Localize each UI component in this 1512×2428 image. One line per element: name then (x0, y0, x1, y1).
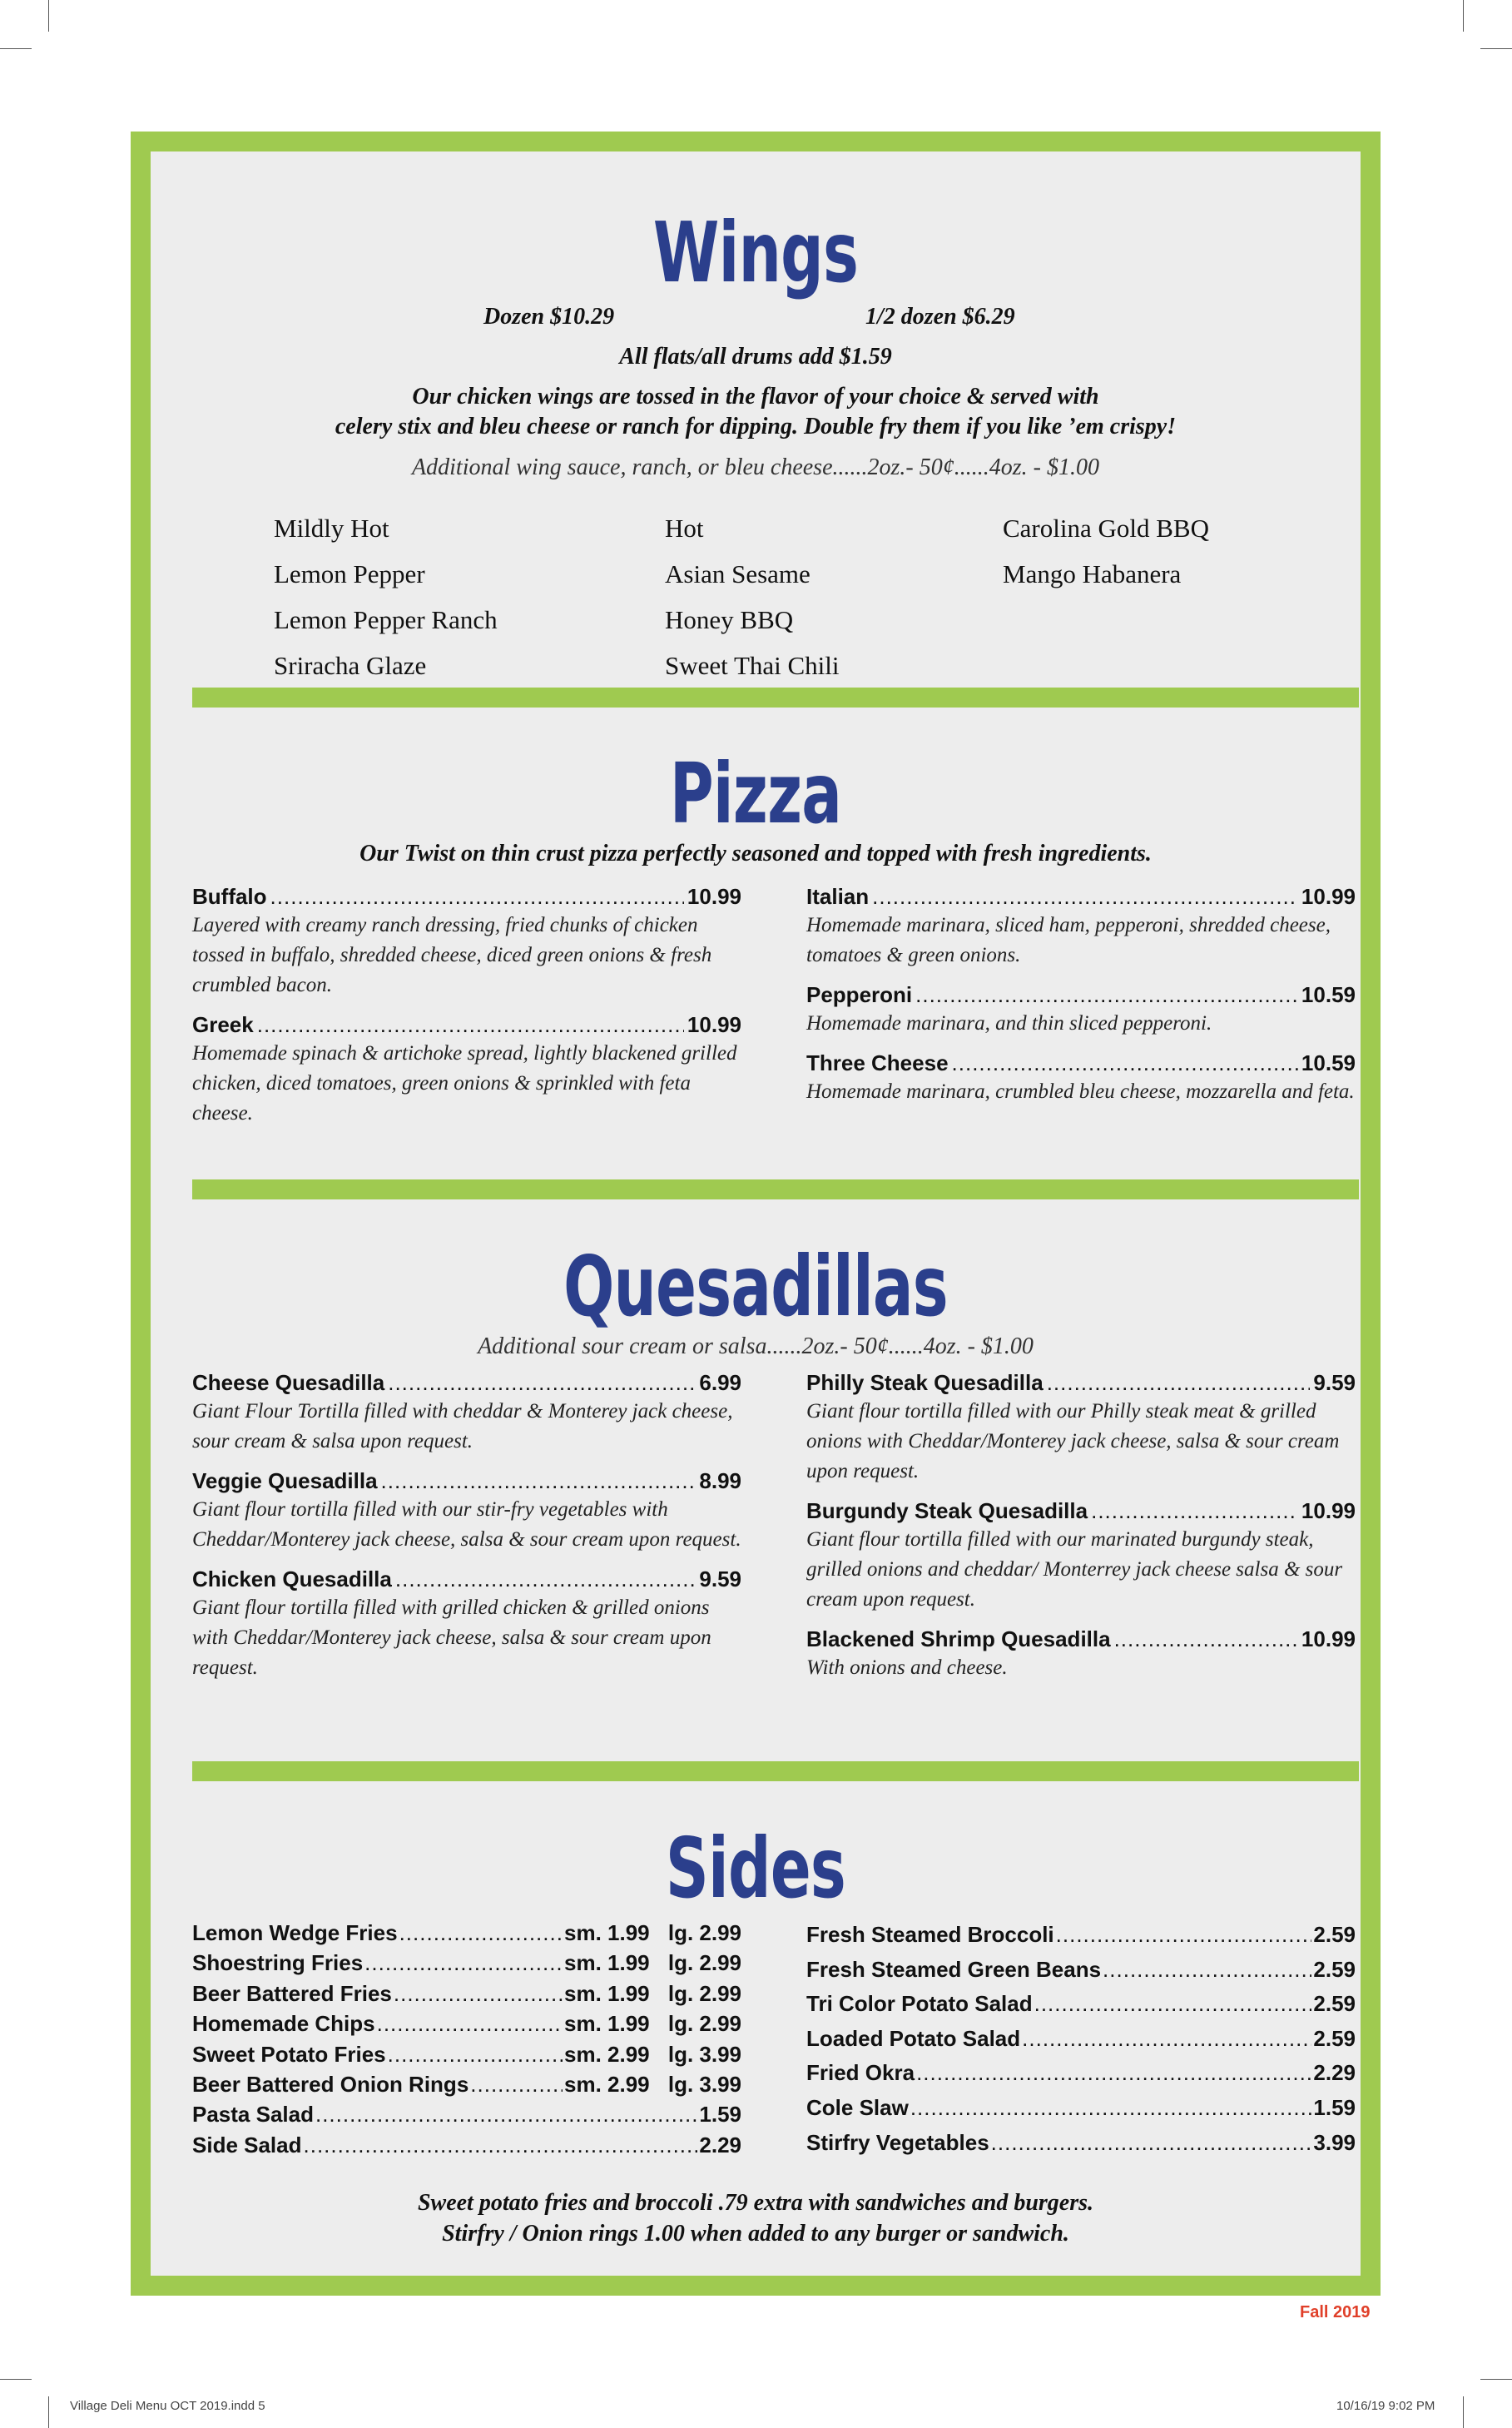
flavor-item: Mildly Hot (274, 514, 389, 543)
item-name: Burgundy Steak Quesadilla (806, 1498, 1088, 1523)
item-name: Pepperoni (806, 982, 913, 1007)
item-name: Italian (806, 884, 870, 909)
wings-additional-sauce: Additional wing sauce, ranch, or bleu cheese......2oz.- 50¢......4oz. - $1.00 (412, 454, 1099, 480)
item-price: 2.59 (1313, 2025, 1356, 2051)
leader-dots (952, 1049, 1298, 1077)
item-name: Tri Color Potato Salad (806, 1991, 1033, 2017)
pizza-right-column (806, 882, 1356, 1117)
item-price-small: sm. 2.99 (564, 2041, 650, 2067)
item-price: 10.99 (1301, 884, 1356, 909)
side-item (192, 1918, 741, 1948)
item-price: 3.99 (1313, 2129, 1356, 2155)
print-timestamp: 10/16/19 9:02 PM (1336, 2399, 1435, 2413)
side-item (192, 2099, 741, 2129)
item-price: 10.99 (1301, 1626, 1356, 1651)
leader-dots (270, 882, 684, 911)
item-price: 2.29 (699, 2132, 741, 2157)
item-price: 10.99 (687, 884, 741, 909)
side-item (806, 2091, 1356, 2126)
leader-dots (257, 1010, 684, 1039)
item-description: Homemade marinara, crumbled bleu cheese, mozzarella and feta. (806, 1080, 1355, 1103)
menu-panel (151, 151, 1361, 2276)
item-price-large: lg. 2.99 (667, 1950, 741, 1976)
menu-frame (131, 132, 1381, 2296)
sides-right-column (806, 1918, 1356, 2160)
leader-dots (1091, 1497, 1298, 1525)
crop-mark (1480, 48, 1512, 49)
leader-dots (916, 2056, 1311, 2091)
item-name: Beer Battered Fries (192, 1980, 392, 2006)
item-name: Veggie Quesadilla (192, 1468, 378, 1493)
side-item (192, 2039, 741, 2069)
sides-title: Sides (665, 1820, 846, 1917)
item-price: 9.59 (1313, 1370, 1356, 1395)
pizza-title: Pizza (669, 745, 842, 842)
wings-flavors-col1 (274, 505, 498, 688)
wings-title: Wings (652, 204, 859, 301)
leader-dots (1022, 2022, 1311, 2057)
item-price-small: sm. 1.99 (564, 1920, 650, 1945)
item-name: Beer Battered Onion Rings (192, 2072, 469, 2098)
leader-dots (395, 1565, 697, 1593)
item-name: Pasta Salad (192, 2102, 314, 2128)
quesadillas-left-column (192, 1368, 741, 1693)
leader-dots (388, 2039, 563, 2069)
leader-dots (381, 1467, 697, 1495)
menu-item (806, 882, 1356, 971)
item-price-small: sm. 1.99 (564, 1980, 650, 2006)
crop-mark (0, 2379, 32, 2380)
item-description: Giant Flour Tortilla filled with cheddar & Monterey jack cheese, sour cream & salsa upon request. (192, 1400, 733, 1452)
flavor-item: Hot (665, 514, 704, 543)
item-name: Cheese Quesadilla (192, 1370, 385, 1395)
leader-dots (388, 1368, 696, 1397)
wings-flavors-col2 (665, 505, 840, 688)
item-price: 8.99 (699, 1468, 741, 1493)
leader-dots (872, 882, 1298, 911)
item-name: Loaded Potato Salad (806, 2025, 1021, 2051)
leader-dots (315, 2099, 697, 2129)
item-name: Cole Slaw (806, 2094, 909, 2120)
crop-mark (48, 0, 49, 32)
leader-dots (470, 2069, 563, 2099)
item-price: 10.99 (687, 1012, 741, 1037)
section-divider (192, 1179, 1359, 1199)
item-name: Fried Okra (806, 2060, 915, 2086)
item-name: Shoestring Fries (192, 1950, 364, 1976)
item-price: 10.59 (1301, 982, 1356, 1007)
menu-item (806, 1368, 1356, 1487)
leader-dots (399, 1918, 563, 1948)
leader-dots (910, 2091, 1312, 2126)
item-description: With onions and cheese. (806, 1656, 1008, 1679)
menu-item (192, 1565, 741, 1683)
item-price-large: lg. 2.99 (667, 1980, 741, 2006)
flavor-item: Honey BBQ (665, 605, 794, 634)
crop-mark (1463, 2396, 1464, 2428)
flavor-item: Sriracha Glaze (274, 651, 427, 680)
menu-item (806, 1625, 1356, 1683)
item-name: Stirfry Vegetables (806, 2129, 989, 2155)
crop-mark (1480, 2379, 1512, 2380)
leader-dots (991, 2126, 1312, 2161)
leader-dots (1103, 1953, 1311, 1988)
item-name: Lemon Wedge Fries (192, 1920, 398, 1945)
pizza-subtitle: Our Twist on thin crust pizza perfectly seasoned and topped with fresh ingredients. (359, 841, 1152, 866)
item-description: Homemade spinach & artichoke spread, lightly blackened grilled chicken, diced tomatoes, green onions & sprinkled with feta cheese. (192, 1042, 737, 1125)
item-price-small: sm. 1.99 (564, 2011, 650, 2037)
item-price: 1.59 (1313, 2094, 1356, 2120)
item-description: Giant flour tortilla filled with our stir-fry vegetables with Cheddar/Monterey jack cheese, salsa & sour cream upon request. (192, 1498, 741, 1551)
section-divider (192, 1761, 1359, 1781)
item-price: 2.59 (1313, 1956, 1356, 1982)
menu-item (192, 1368, 741, 1457)
item-name: Blackened Shrimp Quesadilla (806, 1626, 1111, 1651)
sides-left-column (192, 1918, 741, 2160)
leader-dots (377, 2008, 563, 2038)
item-name: Sweet Potato Fries (192, 2041, 386, 2067)
flavor-item: Carolina Gold BBQ (1003, 514, 1209, 543)
item-description: Giant flour tortilla filled with our marinated burgundy steak, grilled onions and cheddar/ Monterrey jack cheese salsa & sour cream upon request. (806, 1528, 1343, 1611)
item-name: Philly Steak Quesadilla (806, 1370, 1044, 1395)
side-item (806, 2056, 1356, 2091)
item-price: 10.59 (1301, 1050, 1356, 1075)
item-price: 1.59 (699, 2102, 741, 2128)
pizza-left-column (192, 882, 741, 1139)
item-price: 2.59 (1313, 1922, 1356, 1947)
item-price-large: lg. 3.99 (667, 2041, 741, 2067)
side-item (192, 1979, 741, 2008)
flavor-item: Asian Sesame (665, 559, 811, 588)
leader-dots (915, 981, 1298, 1009)
quesadillas-right-column (806, 1368, 1356, 1693)
wings-description-line1: Our chicken wings are tossed in the flavor of your choice & served with (412, 384, 1099, 410)
item-name: Chicken Quesadilla (192, 1567, 392, 1591)
menu-item (192, 1010, 741, 1129)
item-name: Homemade Chips (192, 2011, 375, 2037)
flavor-item: Lemon Pepper Ranch (274, 605, 498, 634)
leader-dots (1034, 1987, 1312, 2022)
quesadillas-title: Quesadillas (563, 1238, 948, 1335)
crop-mark (48, 2396, 49, 2428)
wings-half-dozen-price: 1/2 dozen $6.29 (865, 304, 1015, 330)
flavor-item: Lemon Pepper (274, 559, 425, 588)
item-price: 6.99 (699, 1370, 741, 1395)
wings-flavors-col3 (1003, 505, 1209, 597)
item-description: Homemade marinara, sliced ham, pepperoni, shredded cheese, tomatoes & green onions. (806, 914, 1331, 966)
wings-description-line2: celery stix and bleu cheese or ranch for dipping. Double fry them if you like ’em crispy! (335, 414, 1177, 439)
file-slug: Village Deli Menu OCT 2019.indd 5 (70, 2399, 265, 2413)
item-description: Giant flour tortilla filled with our Philly steak meat & grilled onions with Cheddar/Monterey jack cheese, salsa & sour cream upon request. (806, 1400, 1340, 1482)
side-item (806, 1987, 1356, 2022)
item-price: 2.59 (1313, 1991, 1356, 2017)
leader-dots (1047, 1368, 1311, 1397)
menu-item (806, 981, 1356, 1039)
item-description: Layered with creamy ranch dressing, fried chunks of chicken tossed in buffalo, shredded cheese, diced green onions & fresh crumbled bacon. (192, 914, 712, 996)
item-name: Side Salad (192, 2132, 302, 2157)
leader-dots (304, 2130, 698, 2160)
leader-dots (1056, 1918, 1312, 1953)
item-name: Greek (192, 1012, 254, 1037)
menu-item (192, 882, 741, 1000)
side-item (806, 1918, 1356, 1953)
leader-dots (394, 1979, 563, 2008)
item-name: Buffalo (192, 884, 267, 909)
section-divider (192, 688, 1359, 708)
wings-dozen-price: Dozen $10.29 (483, 304, 615, 330)
item-description: Giant flour tortilla filled with grilled chicken & grilled onions with Cheddar/Monterey jack cheese, salsa & sour cream upon request. (192, 1596, 711, 1679)
leader-dots (364, 1948, 563, 1978)
item-price-large: lg. 2.99 (667, 1920, 741, 1945)
side-item (192, 2130, 741, 2160)
quesadillas-additional: Additional sour cream or salsa......2oz.- 50¢......4oz. - $1.00 (478, 1333, 1034, 1359)
item-price-large: lg. 3.99 (667, 2072, 741, 2098)
menu-item (806, 1497, 1356, 1615)
item-price: 2.29 (1313, 2060, 1356, 2086)
item-name: Three Cheese (806, 1050, 949, 1075)
item-price-small: sm. 1.99 (564, 1950, 650, 1976)
item-price: 10.99 (1301, 1498, 1356, 1523)
item-price: 9.59 (699, 1567, 741, 1591)
item-description: Homemade marinara, and thin sliced pepperoni. (806, 1012, 1212, 1035)
side-item (806, 2126, 1356, 2161)
item-name: Fresh Steamed Broccoli (806, 1922, 1054, 1947)
side-item (192, 2069, 741, 2099)
flavor-item: Mango Habanera (1003, 559, 1182, 588)
item-name: Fresh Steamed Green Beans (806, 1956, 1102, 1982)
side-item (806, 1953, 1356, 1988)
sides-note-2: Stirfry / Onion rings 1.00 when added to any burger or sandwich. (442, 2221, 1069, 2247)
sides-note-1: Sweet potato fries and broccoli .79 extra with sandwiches and burgers. (417, 2190, 1094, 2216)
side-item (806, 2022, 1356, 2057)
flavor-item: Sweet Thai Chili (665, 651, 840, 680)
menu-item (806, 1049, 1356, 1107)
crop-mark (0, 48, 32, 49)
leader-dots (1114, 1625, 1298, 1653)
item-price-small: sm. 2.99 (564, 2072, 650, 2098)
crop-mark (1463, 0, 1464, 32)
side-item (192, 1948, 741, 1978)
side-item (192, 2008, 741, 2038)
item-price-large: lg. 2.99 (667, 2011, 741, 2037)
menu-item (192, 1467, 741, 1555)
season-label: Fall 2019 (1300, 2303, 1371, 2321)
wings-flats-drums: All flats/all drums add $1.59 (619, 344, 892, 370)
